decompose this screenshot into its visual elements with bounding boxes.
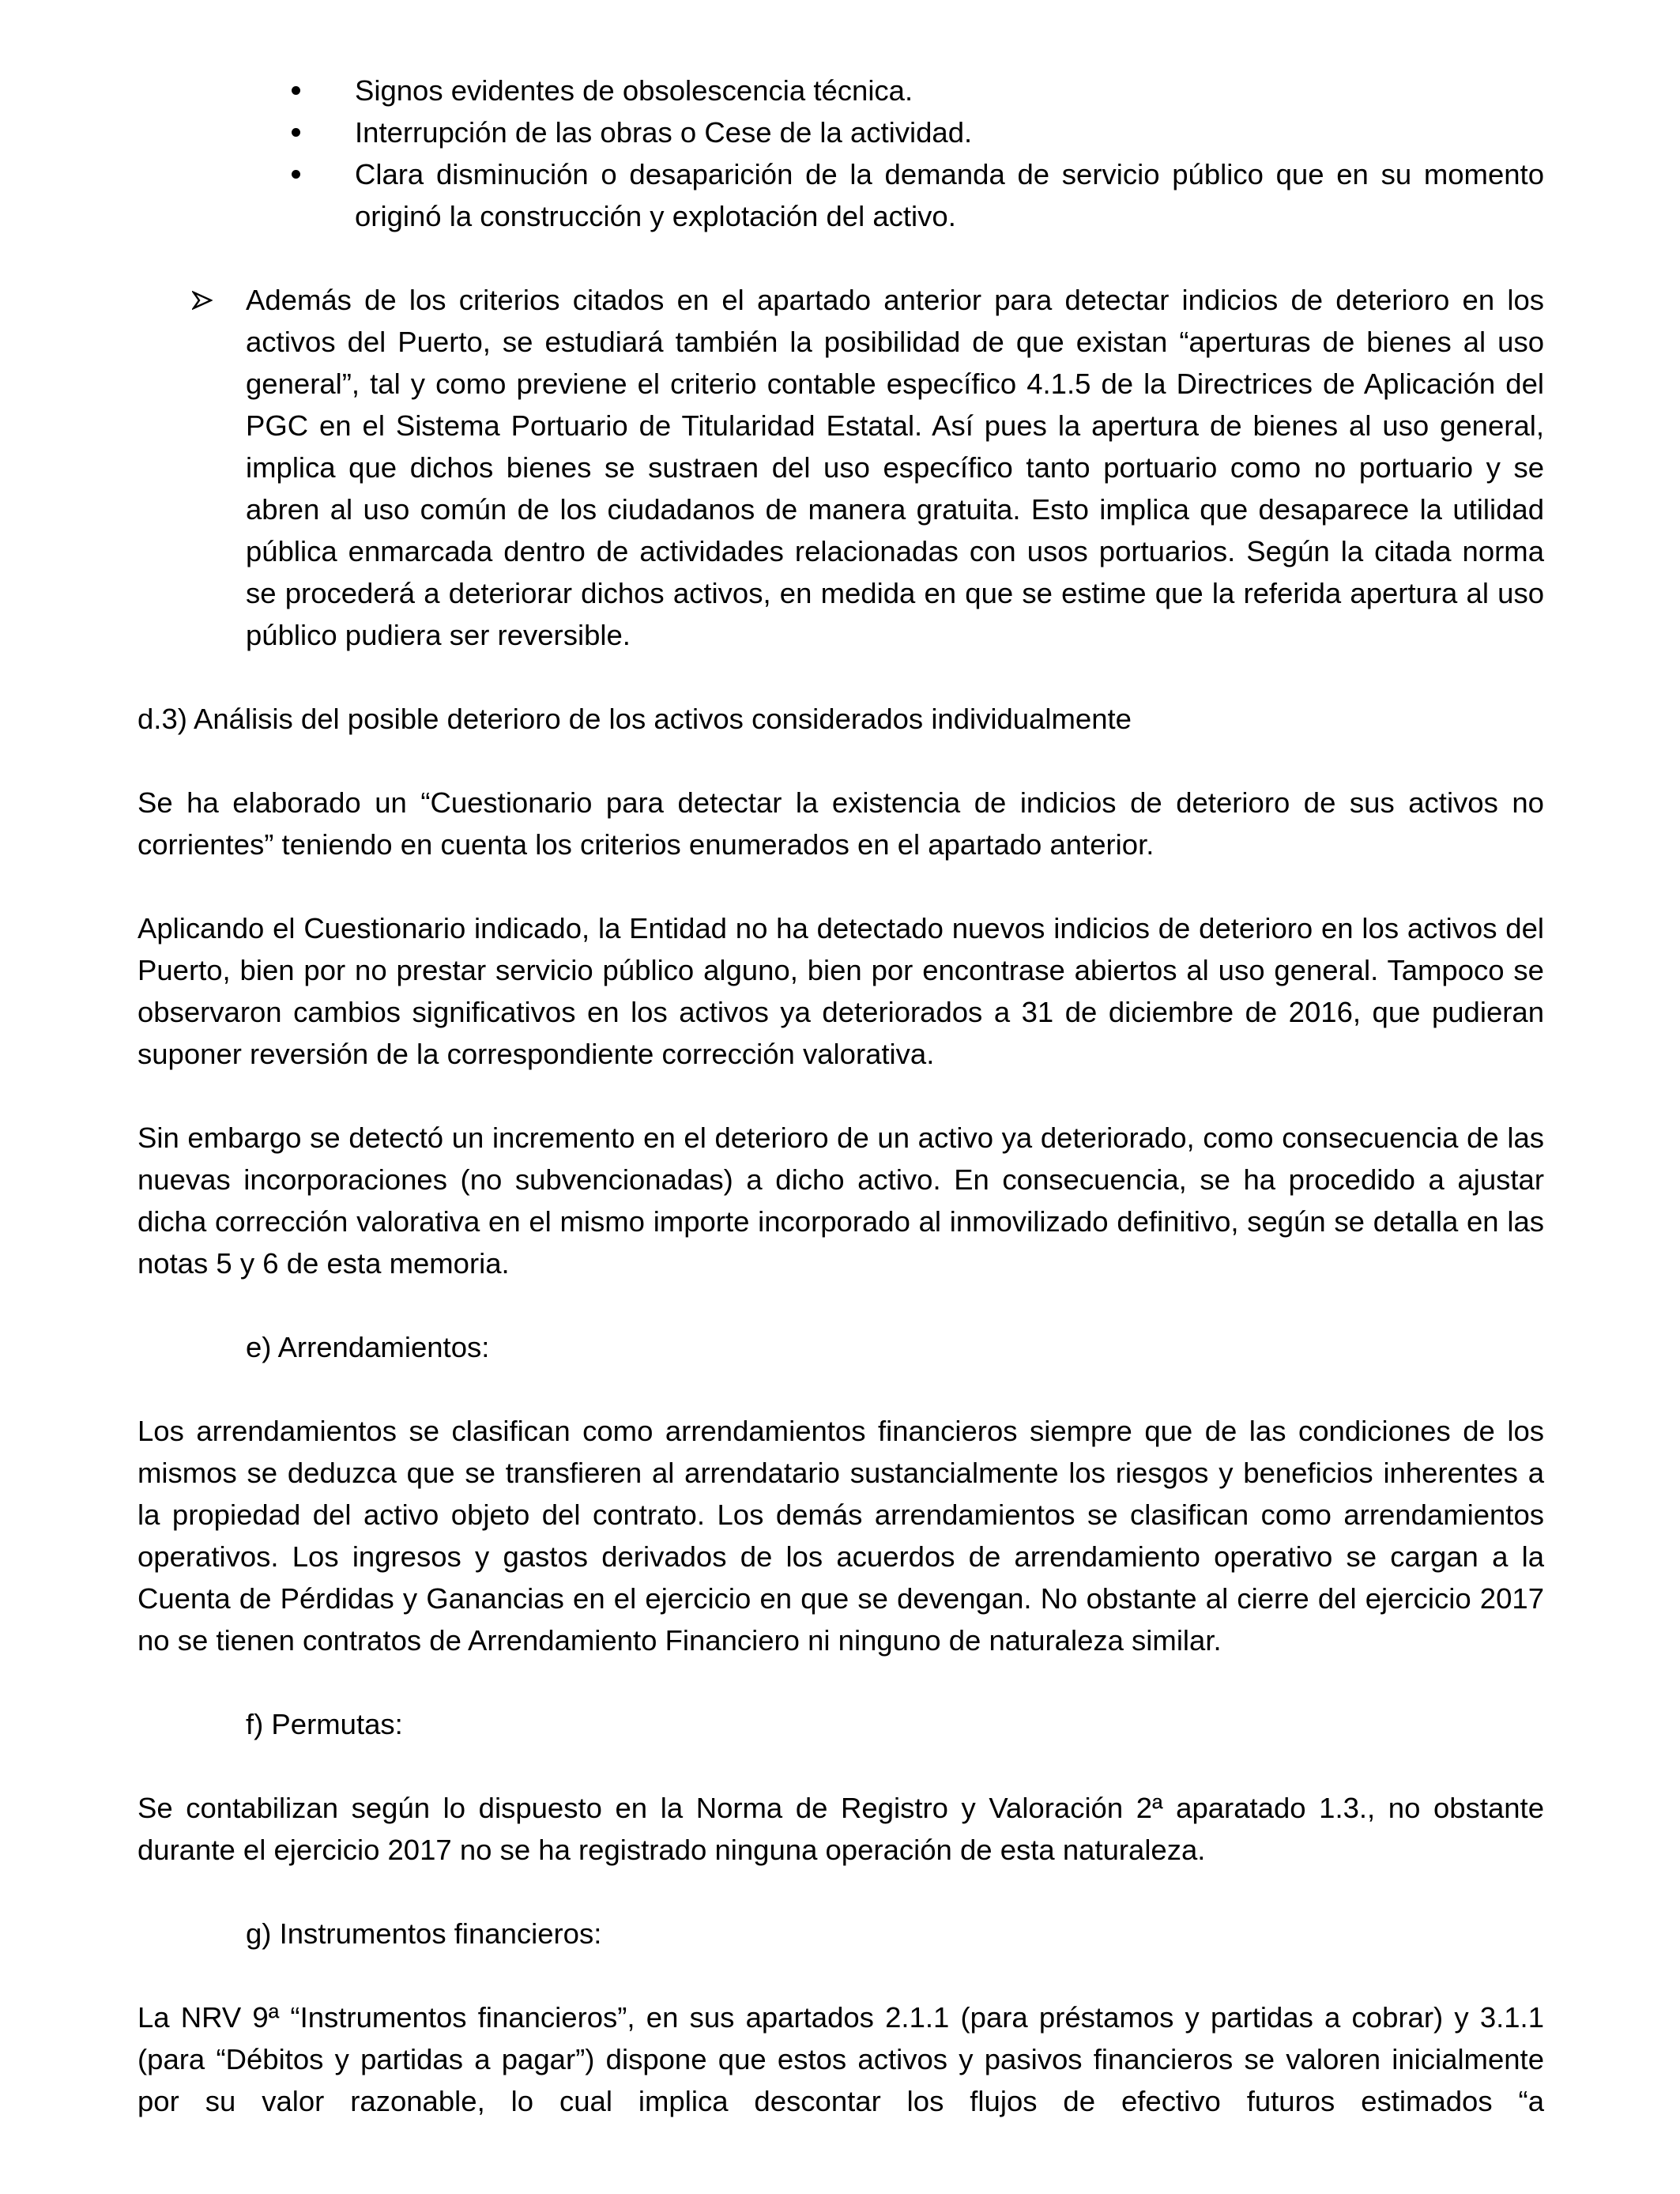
list-item	[355, 111, 1544, 153]
section-f-paragraph: Se contabilizan según lo dispuesto en la Norma de Registro y Valoración 2ª aparatado 1.3., no obstante durante el ejercicio 2017 no se ha registrado ninguna operación de esta naturaleza.	[137, 1792, 1544, 1866]
arrow-list-item	[137, 279, 1544, 656]
section-f-heading: f) Permutas:	[246, 1708, 403, 1740]
section-g-paragraph: La NRV 9ª “Instrumentos financieros”, en sus apartados 2.1.1 (para préstamos y partidas a cobrar) y 3.1.1 (para “Débitos y partidas a pagar”) dispone que estos activos y pasivos financieros se valoren inicialmente por su valor razonable, lo cual implica descontar los flujos de efectivo futuros estimados “a	[137, 2001, 1544, 2117]
section-e-heading: e) Arrendamientos:	[246, 1331, 490, 1363]
list-item-text: Signos evidentes de obsolescencia técnica.	[355, 74, 913, 107]
list-item	[355, 70, 1544, 111]
bullet-icon	[292, 86, 300, 95]
page-body	[137, 70, 1544, 2122]
list-item-text: Clara disminución o desaparición de la demanda de servicio público que en su momento originó la construcción y explotación del activo.	[355, 158, 1544, 232]
section-d3-heading: d.3) Análisis del posible deterioro de los activos considerados individualmente	[137, 703, 1132, 735]
bullet-icon	[292, 128, 300, 137]
section-d3-paragraph-3: Sin embargo se detectó un incremento en el deterioro de un activo ya deteriorado, como consecuencia de las nuevas incorporaciones (no subvencionadas) a dicho activo. En consecuencia, se ha procedido a ajustar dicha corrección valorativa en el mismo importe incorporado al inmovilizado definitivo, según se detalla en las notas 5 y 6 de esta memoria.	[137, 1122, 1544, 1280]
bullet-icon	[292, 170, 300, 179]
section-d3-paragraph-2: Aplicando el Cuestionario indicado, la Entidad no ha detectado nuevos indicios de deterioro en los activos del Puerto, bien por no prestar servicio público alguno, bien por encontrase abiertos al uso general. Tampoco se observaron cambios significativos en los activos ya deteriorados a 31 de diciembre de 2016, que pudieran suponer reversión de la correspondiente corrección valorativa.	[137, 912, 1544, 1070]
bullet-list	[137, 70, 1544, 237]
list-item-text: Interrupción de las obras o Cese de la actividad.	[355, 116, 973, 149]
section-g-heading: g) Instrumentos financieros:	[246, 1917, 602, 1950]
section-d3-paragraph-1: Se ha elaborado un “Cuestionario para detectar la existencia de indicios de deterioro de sus activos no corrientes” teniendo en cuenta los criterios enumerados en el apartado anterior.	[137, 786, 1544, 861]
list-item	[355, 153, 1544, 237]
arrowhead-bullet-icon	[192, 291, 213, 310]
section-e-paragraph: Los arrendamientos se clasifican como arrendamientos financieros siempre que de las condiciones de los mismos se deduzca que se transfieren al arrendatario sustancialmente los riesgos y beneficios inherentes a la propiedad del activo objeto del contrato. Los demás arrendamientos se clasifican como arrendamientos operativos. Los ingresos y gastos derivados de los acuerdos de arrendamiento operativo se cargan a la Cuenta de Pérdidas y Ganancias en el ejercicio en que se devengan. No obstante al cierre del ejercicio 2017 no se tienen contratos de Arrendamiento Financiero ni ninguno de naturaleza similar.	[137, 1415, 1544, 1657]
arrow-item-text: Además de los criterios citados en el apartado anterior para detectar indicios de deterioro en los activos del Puerto, se estudiará también la posibilidad de que existan “aperturas de bienes al uso general”, tal y como previene el criterio contable específico 4.1.5 de la Directrices de Aplicación del PGC en el Sistema Portuario de Titularidad Estatal. Así pues la apertura de bienes al uso general, implica que dichos bienes se sustraen del uso específico tanto portuario como no portuario y se abren al uso común de los ciudadanos de manera gratuita. Esto implica que desaparece la utilidad pública enmarcada dentro de actividades relacionadas con usos portuarios. Según la citada norma se procederá a deteriorar dichos activos, en medida en que se estime que la referida apertura al uso público pudiera ser reversible.	[246, 284, 1544, 651]
